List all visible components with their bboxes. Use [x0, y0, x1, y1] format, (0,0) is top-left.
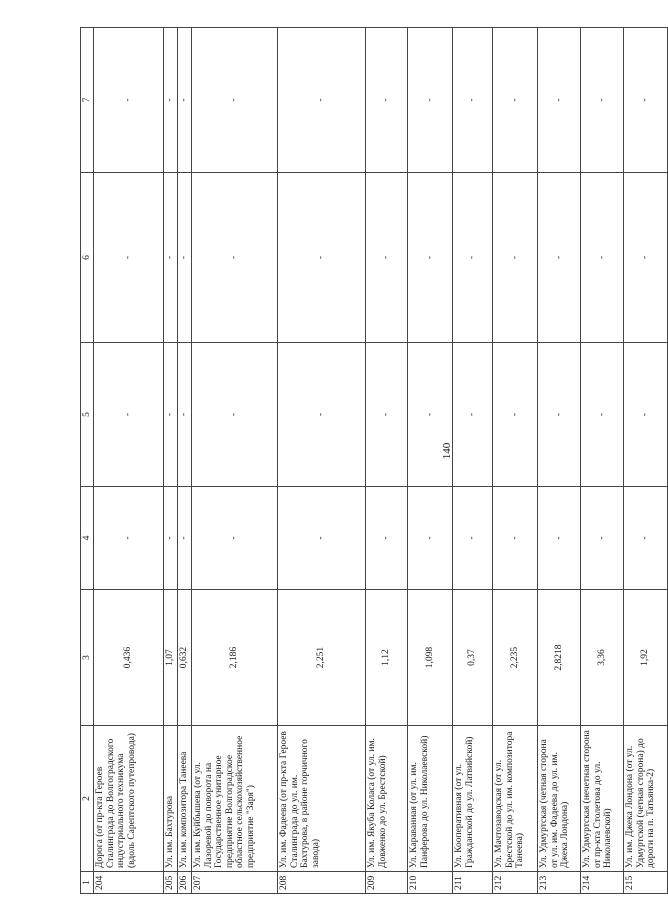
table-row	[94, 28, 164, 894]
cell-col7: -	[581, 28, 624, 173]
column-header-2: 2	[81, 726, 94, 872]
cell-col4: -	[538, 487, 581, 590]
column-header-6: 6	[81, 173, 94, 343]
row-number: 215	[624, 872, 668, 894]
cell-col6: -	[178, 173, 192, 343]
cell-col7: -	[178, 28, 192, 173]
cell-col4: -	[408, 487, 453, 590]
cell-col6: -	[624, 173, 668, 343]
cell-col4: -	[453, 487, 493, 590]
cell-col5: -	[538, 343, 581, 487]
cell-col4: -	[94, 487, 164, 590]
cell-col7: -	[192, 28, 278, 173]
road-name: Ул. Караванная (от ул. им. Панферова до ул. Николаевской)	[408, 726, 453, 872]
cell-col4: -	[493, 487, 538, 590]
table-row	[408, 28, 453, 894]
road-name: Ул. Удмуртская (нечетная сторона от пр-кта Столетова до ул. Николаевской)	[581, 726, 624, 872]
road-length: 2,186	[192, 590, 278, 726]
cell-col7: -	[408, 28, 453, 173]
cell-col7: -	[94, 28, 164, 173]
cell-col5: -	[178, 343, 192, 487]
table-row	[581, 28, 624, 894]
road-length: 0,632	[178, 590, 192, 726]
cell-col5: -	[366, 343, 408, 487]
road-name: Ул. им. Куйбышева (от ул. Лазоревой до поворота на Государственное унитарное предприятие Волгоградское областное сельскохозяйственное предприятие "Заря")	[192, 726, 278, 872]
cell-col6: -	[366, 173, 408, 343]
cell-col7: -	[493, 28, 538, 173]
cell-col5: -	[408, 343, 453, 487]
row-number: 209	[366, 872, 408, 894]
cell-col5: -	[493, 343, 538, 487]
road-length: 1,07	[164, 590, 178, 726]
cell-col4: -	[164, 487, 178, 590]
cell-col5: -	[453, 343, 493, 487]
road-length: 3,36	[581, 590, 624, 726]
cell-col6: -	[164, 173, 178, 343]
road-name: Ул. им. Бахтурова	[164, 726, 178, 872]
row-number: 205	[164, 872, 178, 894]
cell-col7: -	[453, 28, 493, 173]
road-length: 2,235	[493, 590, 538, 726]
row-number: 213	[538, 872, 581, 894]
rotated-table-area	[80, 28, 656, 894]
table-row	[178, 28, 192, 894]
cell-col6: -	[408, 173, 453, 343]
table-row	[453, 28, 493, 894]
road-name: Ул. им. Джека Лондона (от ул. Удмуртской (четная сторона) до дороги на п. Татьянка-2)	[624, 726, 668, 872]
roads-table	[80, 27, 668, 894]
cell-col7: -	[164, 28, 178, 173]
table-row	[164, 28, 178, 894]
road-name: Ул. им. Якуба Коласа (от ул. им. Довженко до ул. Брестской)	[366, 726, 408, 872]
cell-col7: -	[624, 28, 668, 173]
road-length: 1,098	[408, 590, 453, 726]
cell-col5: -	[624, 343, 668, 487]
row-number: 204	[94, 872, 164, 894]
road-name: Ул. Кооперативная (от ул. Гражданской до ул. Латвийской)	[453, 726, 493, 872]
cell-col6: -	[493, 173, 538, 343]
cell-col5: -	[278, 343, 366, 487]
cell-col6: -	[192, 173, 278, 343]
cell-col5: -	[581, 343, 624, 487]
column-header-4: 4	[81, 487, 94, 590]
row-number: 214	[581, 872, 624, 894]
row-number: 208	[278, 872, 366, 894]
cell-col6: -	[94, 173, 164, 343]
road-length: 1,92	[624, 590, 668, 726]
column-header-1: 1	[81, 872, 94, 894]
table-row	[538, 28, 581, 894]
cell-col4: -	[581, 487, 624, 590]
table-row	[192, 28, 278, 894]
table-row	[278, 28, 366, 894]
road-name: Ул. Удмуртская (четная сторона от ул. им. Фадеева до ул. им. Джека Лондона)	[538, 726, 581, 872]
road-length: 1,12	[366, 590, 408, 726]
header-row	[81, 28, 94, 894]
road-name: Дорога (от пр-кта Героев Сталинграда до Волгоградского индустриального техникума (вдоль Сарептского путепровода)	[94, 726, 164, 872]
cell-col6: -	[453, 173, 493, 343]
cell-col4: -	[178, 487, 192, 590]
cell-col6: -	[278, 173, 366, 343]
column-header-7: 7	[81, 28, 94, 173]
cell-col4: -	[192, 487, 278, 590]
table-row	[624, 28, 668, 894]
row-number: 212	[493, 872, 538, 894]
row-number: 210	[408, 872, 453, 894]
column-header-5: 5	[81, 343, 94, 487]
column-header-3: 3	[81, 590, 94, 726]
road-name: Ул. им. композитора Танеева	[178, 726, 192, 872]
row-number: 211	[453, 872, 493, 894]
road-length: 2,8218	[538, 590, 581, 726]
row-number: 207	[192, 872, 278, 894]
cell-col6: -	[538, 173, 581, 343]
cell-col6: -	[581, 173, 624, 343]
road-length: 2,251	[278, 590, 366, 726]
road-name: Ул. Мачтозаводская (от ул. Брестской до ул. им. композитора Танеева)	[493, 726, 538, 872]
rotated-table-content	[80, 28, 656, 894]
cell-col5: -	[164, 343, 178, 487]
cell-col4: -	[278, 487, 366, 590]
table-row	[366, 28, 408, 894]
road-name: Ул. им. Фадеева (от пр-кта Героев Сталинграда до ул. им. Бахтурова, в районе горчичного завода)	[278, 726, 366, 872]
row-number: 206	[178, 872, 192, 894]
table-row	[493, 28, 538, 894]
cell-col4: -	[366, 487, 408, 590]
road-length: 0,37	[453, 590, 493, 726]
road-length: 0,436	[94, 590, 164, 726]
cell-col7: -	[366, 28, 408, 173]
cell-col7: -	[278, 28, 366, 173]
cell-col4: -	[624, 487, 668, 590]
cell-col7: -	[538, 28, 581, 173]
cell-col5: -	[192, 343, 278, 487]
cell-col5: -	[94, 343, 164, 487]
page-number: 140	[441, 442, 453, 460]
